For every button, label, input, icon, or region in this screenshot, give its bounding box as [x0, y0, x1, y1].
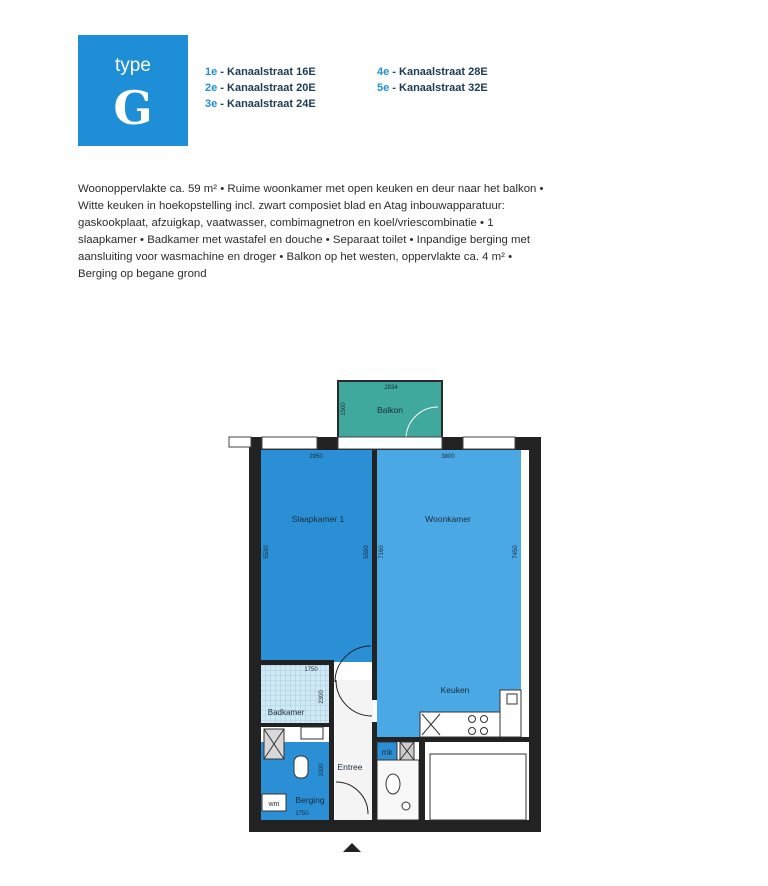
floor-number: 4e — [377, 66, 390, 78]
entree-label: Entree — [337, 762, 363, 772]
storage-shaft — [430, 754, 526, 820]
dimension-label: 1750 — [304, 667, 318, 673]
type-label: type — [115, 55, 151, 76]
interior-wall — [261, 723, 333, 727]
interior-wall — [372, 722, 377, 820]
floor-number: 3e — [205, 98, 218, 110]
dimension-label: 5530 — [264, 545, 270, 559]
separator: - — [389, 82, 400, 94]
interior-wall — [372, 450, 377, 700]
washbasin-icon — [301, 727, 323, 739]
badkamer-label: Badkamer — [267, 708, 305, 717]
interior-wall — [261, 660, 333, 665]
dimension-label: 2834 — [384, 385, 398, 391]
dimension-label: 7450 — [513, 545, 519, 559]
hand-basin-icon — [402, 802, 410, 810]
type-letter: G — [113, 81, 153, 135]
dimension-label: 1500 — [341, 402, 347, 416]
window-sill — [229, 437, 251, 447]
dimension-label: 2950 — [309, 454, 323, 460]
entree-hall — [335, 680, 373, 820]
separator: - — [217, 82, 228, 94]
entrance-arrow-icon — [343, 843, 361, 852]
berging-label: Berging — [295, 795, 325, 805]
woonkamer-label: Woonkamer — [425, 514, 471, 524]
toilet-icon — [386, 774, 400, 794]
water-heater-icon — [294, 756, 308, 778]
floor-number: 2e — [205, 82, 218, 94]
floor-number: 5e — [377, 82, 390, 94]
separator: - — [217, 66, 228, 78]
keuken-label: Keuken — [440, 685, 470, 695]
dimension-label: 7160 — [379, 545, 385, 559]
street-address: Kanaalstraat 28E — [399, 66, 488, 78]
dimension-label: 1750 — [295, 811, 309, 817]
interior-wall — [419, 742, 425, 820]
description-text: Woonoppervlakte ca. 59 m² • Ruime woonkamer met open keuken en deur naar het balkon • Witte keuken in hoekopstelling incl. zwart composiet blad en Atag inbouwapparatuur: gaskookplaat, afzuigkap, vaatwasser, combimagnetron en koel/vriescombinatie • 1 slaapkamer • Badkamer met wastafel en douche • Separaat toilet • Inpandige berging met aansluiting voor wasmachine en droger • Balkon op het westen, oppervlakte ca. 4 m² • Berging op begane grond — [78, 183, 544, 280]
mk-label: mk — [381, 748, 393, 757]
window — [463, 437, 515, 449]
slaapkamer-label: Slaapkamer 1 — [291, 514, 345, 524]
window — [262, 437, 317, 449]
interior-wall — [377, 737, 529, 742]
separator: - — [389, 66, 400, 78]
street-address: Kanaalstraat 32E — [399, 82, 488, 94]
dimension-label: 5590 — [364, 545, 370, 559]
floor-number: 1e — [205, 66, 218, 78]
wm-label: wm — [268, 801, 280, 808]
separator: - — [217, 98, 228, 110]
kitchen-counter — [500, 690, 521, 737]
street-address: Kanaalstraat 20E — [227, 82, 316, 94]
balkon-label: Balkon — [377, 405, 403, 415]
slaapkamer-room — [261, 450, 372, 662]
window — [338, 437, 442, 449]
street-address: Kanaalstraat 24E — [227, 98, 316, 110]
street-address: Kanaalstraat 16E — [227, 66, 316, 78]
interior-wall — [329, 660, 334, 820]
dimension-label: 2300 — [319, 690, 325, 704]
kitchen-counter — [420, 712, 500, 737]
dimension-label: 1000 — [319, 763, 325, 777]
dimension-label: 3800 — [441, 454, 455, 460]
